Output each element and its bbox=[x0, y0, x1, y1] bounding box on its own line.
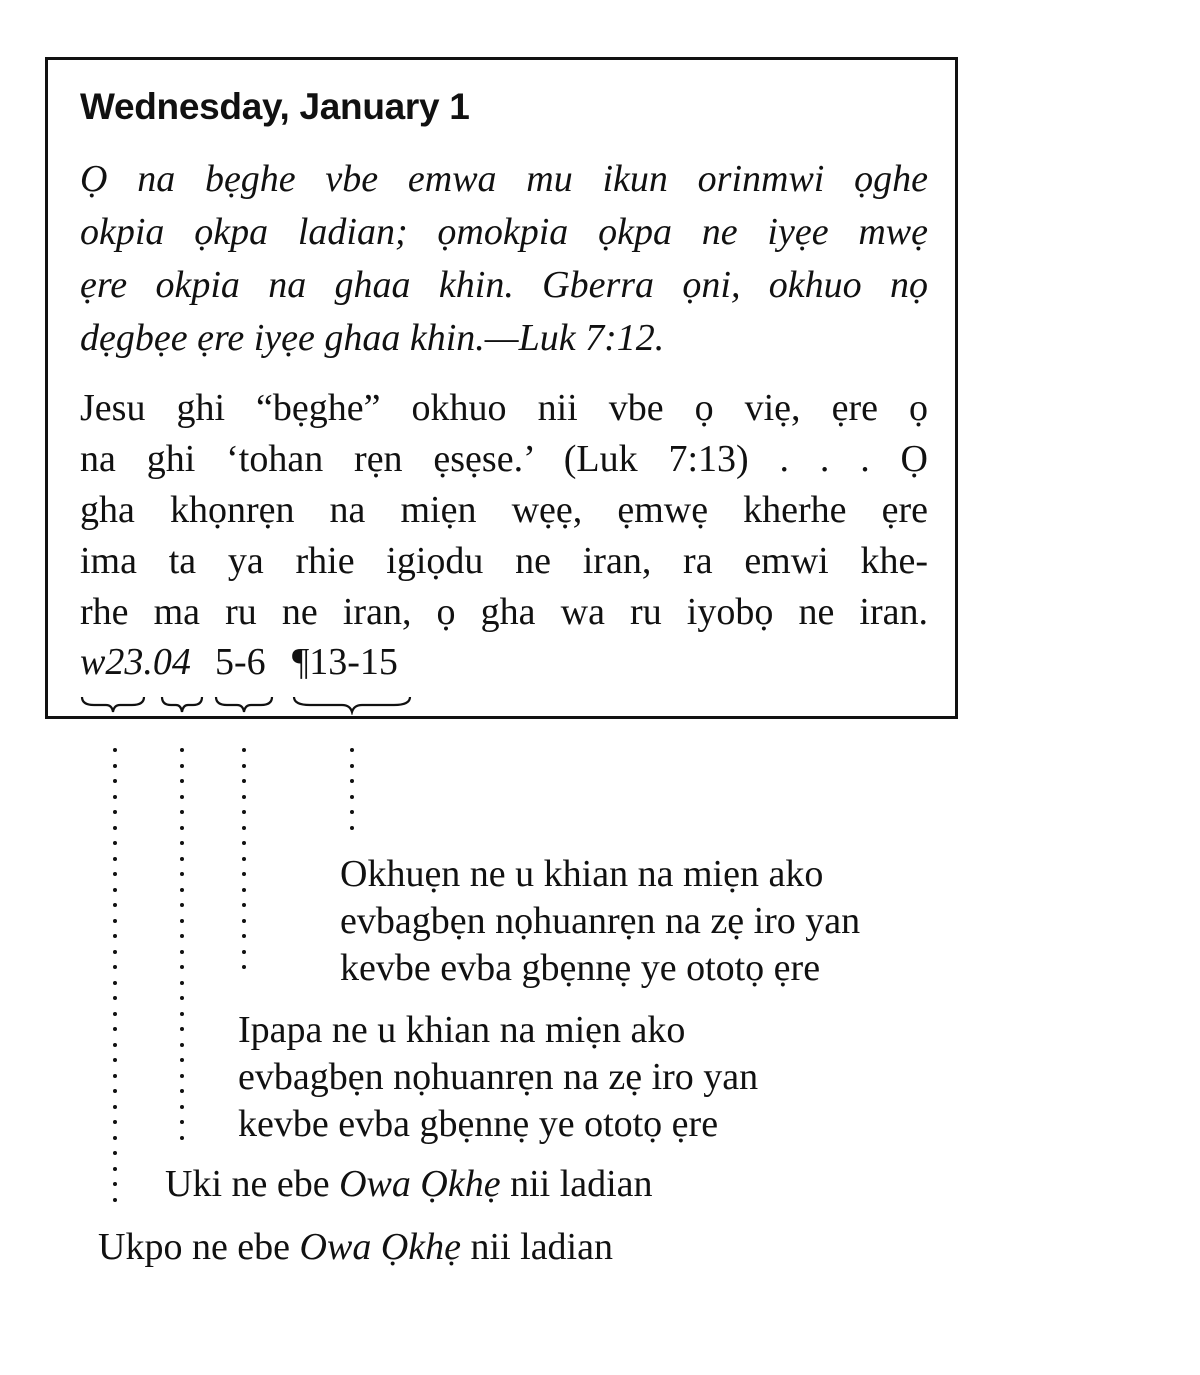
leader-dot bbox=[113, 1151, 117, 1155]
leader-dot bbox=[180, 1027, 184, 1031]
leader-dot bbox=[113, 1136, 117, 1140]
leader-dot bbox=[350, 826, 354, 830]
leader-dot bbox=[113, 1182, 117, 1186]
leader-dot bbox=[113, 1058, 117, 1062]
leader-dot bbox=[180, 810, 184, 814]
leader-dot bbox=[242, 795, 246, 799]
leader-issue bbox=[180, 748, 184, 1140]
leader-paragraphs bbox=[350, 748, 354, 840]
leader-dot bbox=[180, 1136, 184, 1140]
leader-dot bbox=[180, 748, 184, 752]
explanation-pages: Ipapa ne u khian na miẹn ako bbox=[238, 1009, 686, 1051]
leader-dot bbox=[113, 1198, 117, 1202]
leader-dot bbox=[180, 826, 184, 830]
leader-dot bbox=[113, 810, 117, 814]
comment-line: gha khọnrẹn na miẹn wẹẹ, ẹmwẹ kherhe ẹre bbox=[80, 489, 928, 531]
leader-dot bbox=[180, 1043, 184, 1047]
leader-dot bbox=[242, 965, 246, 969]
brace-paragraphs bbox=[292, 695, 412, 715]
scripture-line: ẹre okpia na ghaa khin. Gberra ọni, okhuo nọ bbox=[80, 264, 928, 306]
leader-dot bbox=[113, 950, 117, 954]
leader-dot bbox=[113, 1105, 117, 1109]
leader-dot bbox=[242, 826, 246, 830]
date-heading: Wednesday, January 1 bbox=[80, 86, 470, 127]
explanation-pages: kevbe evba gbẹnnẹ ye ototọ ẹre bbox=[238, 1103, 719, 1145]
leader-dot bbox=[180, 934, 184, 938]
leader-dot bbox=[180, 950, 184, 954]
leader-dot bbox=[180, 1120, 184, 1124]
reference-pages: 5-6 bbox=[215, 641, 266, 683]
leader-dot bbox=[113, 764, 117, 768]
comment-line: rhe ma ru ne iran, ọ gha wa ru iyobọ ne iran. bbox=[80, 591, 928, 633]
leader-dot bbox=[180, 888, 184, 892]
brace-issue bbox=[160, 695, 204, 715]
leader-dot bbox=[242, 934, 246, 938]
comment-line: Jesu ghi “bẹghe” okhuo nii vbe ọ viẹ, ẹre ọ bbox=[80, 387, 928, 429]
leader-dot bbox=[180, 1058, 184, 1062]
leader-dot bbox=[180, 1105, 184, 1109]
explanation-paragraphs: Okhuẹn ne u khian na miẹn ako bbox=[340, 853, 824, 895]
leader-dot bbox=[113, 1089, 117, 1093]
scripture-line: Ọ na bẹghe vbe emwa mu ikun orinmwi ọghe bbox=[80, 158, 928, 200]
leader-dot bbox=[180, 981, 184, 985]
leader-dot bbox=[180, 841, 184, 845]
leader-dot bbox=[350, 810, 354, 814]
leader-dot bbox=[113, 934, 117, 938]
explanation-pages: evbagbẹn nọhuanrẹn na zẹ iro yan bbox=[238, 1056, 759, 1098]
leader-dot bbox=[350, 779, 354, 783]
leader-dot bbox=[242, 748, 246, 752]
scripture-line: dẹgbẹe ẹre iyẹe ghaa khin.—Luk 7:12. bbox=[80, 317, 665, 359]
leader-dot bbox=[350, 748, 354, 752]
leader-dot bbox=[113, 1167, 117, 1171]
leader-dot bbox=[113, 841, 117, 845]
leader-dot bbox=[180, 903, 184, 907]
leader-dot bbox=[242, 903, 246, 907]
leader-dot bbox=[113, 826, 117, 830]
leader-dot bbox=[350, 795, 354, 799]
leader-dot bbox=[180, 872, 184, 876]
leader-dot bbox=[180, 1012, 184, 1016]
leader-dot bbox=[242, 841, 246, 845]
explanation-paragraphs: kevbe evba gbẹnnẹ ye ototọ ẹre bbox=[340, 947, 821, 989]
leader-dot bbox=[242, 764, 246, 768]
scripture-line: okpia ọkpa ladian; ọmokpia ọkpa ne iyẹe mwẹ bbox=[80, 211, 928, 253]
leader-dot bbox=[180, 965, 184, 969]
leader-dot bbox=[113, 1012, 117, 1016]
leader-dot bbox=[242, 919, 246, 923]
leader-dot bbox=[113, 779, 117, 783]
leader-dot bbox=[113, 748, 117, 752]
explanation-year: Ukpo ne ebe Owa Ọkhẹ nii ladian bbox=[98, 1226, 613, 1268]
leader-dot bbox=[113, 1043, 117, 1047]
leader-dot bbox=[242, 857, 246, 861]
leader-dot bbox=[113, 857, 117, 861]
leader-dot bbox=[113, 1027, 117, 1031]
leader-dot bbox=[242, 779, 246, 783]
reference-publication: w23.04 bbox=[80, 641, 191, 683]
leader-dot bbox=[242, 872, 246, 876]
leader-dot bbox=[113, 903, 117, 907]
leader-dot bbox=[113, 919, 117, 923]
leader-dot bbox=[113, 965, 117, 969]
leader-dot bbox=[113, 888, 117, 892]
leader-dot bbox=[113, 872, 117, 876]
leader-dot bbox=[180, 1074, 184, 1078]
leader-dot bbox=[180, 857, 184, 861]
leader-dot bbox=[113, 996, 117, 1000]
comment-line: na ghi ‘tohan rẹn ẹsẹse.’ (Luk 7:13) . . . Ọ bbox=[80, 438, 928, 480]
leader-dot bbox=[113, 1120, 117, 1124]
explanation-paragraphs: evbagbẹn nọhuanrẹn na zẹ iro yan bbox=[340, 900, 861, 942]
reference-paragraphs: ¶13-15 bbox=[292, 641, 398, 683]
brace-year bbox=[80, 695, 146, 715]
leader-pages bbox=[242, 748, 246, 978]
leader-year bbox=[113, 748, 117, 1203]
leader-dot bbox=[180, 764, 184, 768]
brace-pages bbox=[214, 695, 274, 715]
leader-dot bbox=[350, 764, 354, 768]
explanation-issue: Uki ne ebe Owa Ọkhẹ nii ladian bbox=[165, 1163, 653, 1205]
leader-dot bbox=[180, 779, 184, 783]
comment-line: ima ta ya rhie igiọdu ne iran, ra emwi khe- bbox=[80, 540, 928, 582]
leader-dot bbox=[180, 1089, 184, 1093]
leader-dot bbox=[113, 1074, 117, 1078]
leader-dot bbox=[180, 795, 184, 799]
leader-dot bbox=[113, 795, 117, 799]
leader-dot bbox=[180, 996, 184, 1000]
leader-dot bbox=[242, 950, 246, 954]
leader-dot bbox=[180, 919, 184, 923]
leader-dot bbox=[113, 981, 117, 985]
leader-dot bbox=[242, 810, 246, 814]
leader-dot bbox=[242, 888, 246, 892]
